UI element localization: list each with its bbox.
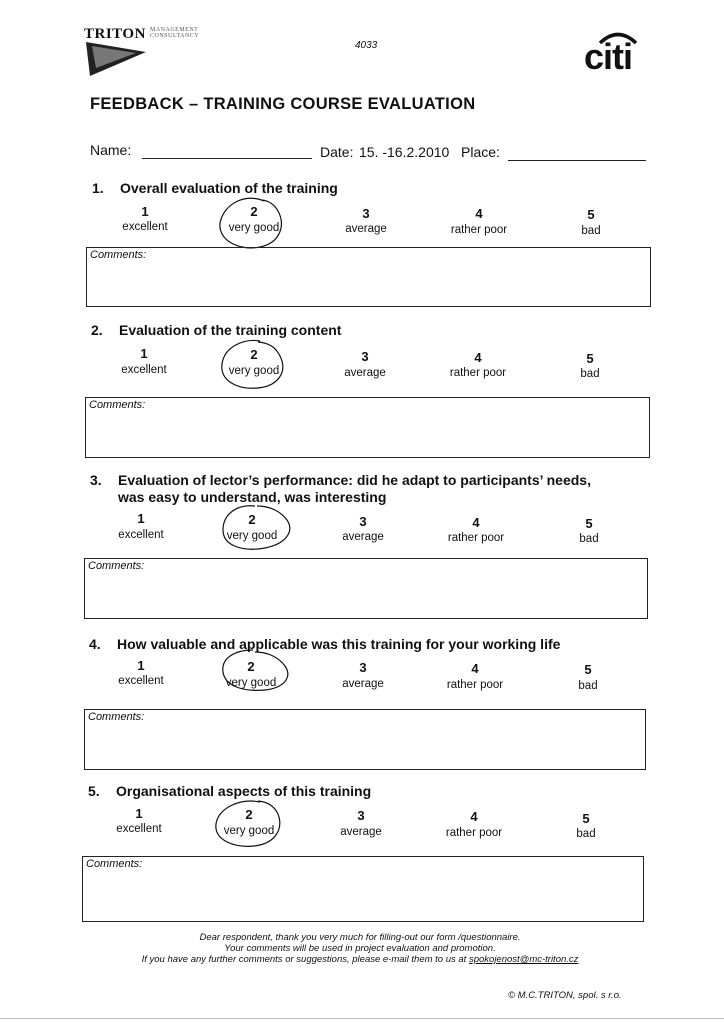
q2-option-3-label: average — [344, 367, 386, 379]
q5-option-2-label: very good — [223, 825, 275, 837]
q1-comments-box[interactable] — [86, 247, 651, 307]
q1-handdrawn-circle — [214, 193, 294, 255]
q4-option-1-number[interactable]: 1 — [137, 658, 145, 673]
question-1 — [92, 180, 652, 197]
q3-option-2-number[interactable]: 2 — [248, 512, 256, 527]
q3-comments-label: Comments: — [88, 560, 145, 572]
q2-option-2-label: very good — [228, 365, 280, 377]
q3-option-1-number[interactable]: 1 — [137, 511, 145, 526]
q5-option-3-label: average — [340, 826, 382, 838]
q4-option-5-label: bad — [578, 680, 598, 692]
name-label: Name: — [90, 142, 132, 158]
q5-comments-label: Comments: — [86, 858, 143, 870]
triton-arrow-icon — [86, 42, 146, 76]
q1-option-5-number[interactable]: 5 — [587, 207, 595, 222]
q2-option-5-label: bad — [580, 368, 600, 380]
q1-option-3-number[interactable]: 3 — [362, 206, 370, 221]
place-label: Place: — [461, 144, 500, 160]
question-4 — [89, 636, 669, 653]
q2-option-5-number[interactable]: 5 — [586, 351, 594, 366]
q1-option-2-label: very good — [228, 222, 280, 234]
question-5-text: Organisational aspects of this training — [116, 783, 372, 799]
q2-option-2-number[interactable]: 2 — [250, 347, 258, 362]
q3-option-2-label: very good — [226, 530, 278, 542]
question-4-number: 4. — [89, 636, 101, 652]
q5-option-3-number[interactable]: 3 — [357, 808, 365, 823]
question-3-number: 3. — [90, 472, 102, 488]
question-2-text: Evaluation of the training content — [119, 322, 342, 338]
date-label: Date: — [320, 144, 354, 160]
q4-option-3-number[interactable]: 3 — [359, 660, 367, 675]
q3-option-3-number[interactable]: 3 — [359, 514, 367, 529]
question-3 — [90, 472, 670, 506]
q4-comments-label: Comments: — [88, 711, 145, 723]
name-field[interactable] — [142, 158, 312, 159]
q3-option-5-number[interactable]: 5 — [585, 516, 593, 531]
q1-option-2-number[interactable]: 2 — [250, 204, 258, 219]
q5-option-2-number[interactable]: 2 — [245, 807, 253, 822]
q3-option-4-number[interactable]: 4 — [472, 515, 480, 530]
q5-option-4-number[interactable]: 4 — [470, 809, 478, 824]
triton-logo-sub2: CONSULTANCY — [150, 33, 200, 39]
q4-option-1-label: excellent — [118, 675, 164, 687]
q2-option-1-number[interactable]: 1 — [140, 346, 148, 361]
q4-option-2-number[interactable]: 2 — [247, 659, 255, 674]
triton-logo — [84, 22, 234, 77]
q2-option-3-number[interactable]: 3 — [361, 349, 369, 364]
q5-option-1-number[interactable]: 1 — [135, 806, 143, 821]
q2-comments-box[interactable] — [85, 397, 650, 458]
q2-option-4-label: rather poor — [449, 367, 507, 379]
q2-comments-label: Comments: — [89, 399, 146, 411]
q5-option-5-number[interactable]: 5 — [582, 811, 590, 826]
date-value: 15. -16.2.2010 — [359, 144, 450, 160]
q3-comments-box[interactable] — [84, 558, 648, 619]
q1-option-3-label: average — [345, 223, 387, 235]
question-2-number: 2. — [91, 322, 103, 338]
triton-logo-sub1: MANAGEMENT — [150, 27, 199, 33]
copyright: © M.C.TRITON, spol. s r.o. — [508, 990, 622, 1001]
q4-handdrawn-circle — [213, 646, 299, 696]
q4-option-2-label: very good — [225, 677, 277, 689]
q3-option-1-label: excellent — [118, 529, 164, 541]
footer-line-2: Your comments will be used in project evaluation and promotion. — [224, 943, 496, 954]
q1-option-4-number[interactable]: 4 — [475, 206, 483, 221]
question-3-text-line2: was easy to understand, was interesting — [118, 489, 387, 505]
footer-line-3: If you have any further comments or suggestions, please e-mail them to us at — [141, 954, 469, 965]
q4-comments-box[interactable] — [84, 709, 646, 770]
q4-option-5-number[interactable]: 5 — [584, 662, 592, 677]
q4-option-4-label: rather poor — [446, 679, 504, 691]
citi-logo — [584, 30, 654, 80]
triton-logo-name: TRITON — [84, 26, 146, 42]
q5-option-1-label: excellent — [116, 823, 162, 835]
q1-option-1-label: excellent — [122, 221, 168, 233]
q5-option-4-label: rather poor — [445, 827, 503, 839]
q3-option-5-label: bad — [579, 533, 599, 545]
q2-option-4-number[interactable]: 4 — [474, 350, 482, 365]
q3-handdrawn-circle — [215, 500, 301, 556]
q1-option-1-number[interactable]: 1 — [141, 204, 149, 219]
q4-option-4-number[interactable]: 4 — [471, 661, 479, 676]
q1-option-4-label: rather poor — [450, 224, 508, 236]
q4-option-3-label: average — [342, 678, 384, 690]
page-edge-divider — [0, 1018, 724, 1019]
page-title: FEEDBACK – TRAINING COURSE EVALUATION — [90, 95, 476, 113]
question-5 — [88, 783, 648, 800]
place-field[interactable] — [508, 160, 646, 161]
footer-note — [60, 932, 660, 965]
question-1-text: Overall evaluation of the training — [120, 180, 338, 196]
q2-handdrawn-circle — [214, 336, 294, 394]
q3-option-4-label: rather poor — [447, 532, 505, 544]
q2-option-1-label: excellent — [121, 364, 167, 376]
q5-option-5-label: bad — [576, 828, 596, 840]
question-1-number: 1. — [92, 180, 104, 196]
q1-comments-label: Comments: — [90, 249, 147, 261]
footer-email-link[interactable]: spokojenost@mc-triton.cz — [468, 954, 579, 965]
q5-handdrawn-circle — [208, 796, 292, 852]
question-2 — [91, 322, 651, 339]
question-3-text: Evaluation of lector’s performance: did he adapt to participants’ needs, — [118, 472, 591, 488]
question-5-number: 5. — [88, 783, 100, 799]
q3-option-3-label: average — [342, 531, 384, 543]
q5-comments-box[interactable] — [82, 856, 644, 922]
document-number: 4033 — [355, 40, 378, 51]
q1-option-5-label: bad — [581, 225, 601, 237]
question-4-text: How valuable and applicable was this training for your working life — [117, 636, 561, 652]
citi-wordmark: citi — [584, 36, 633, 77]
footer-line-1: Dear respondent, thank you very much for filling-out our form /questionnaire. — [199, 932, 521, 943]
